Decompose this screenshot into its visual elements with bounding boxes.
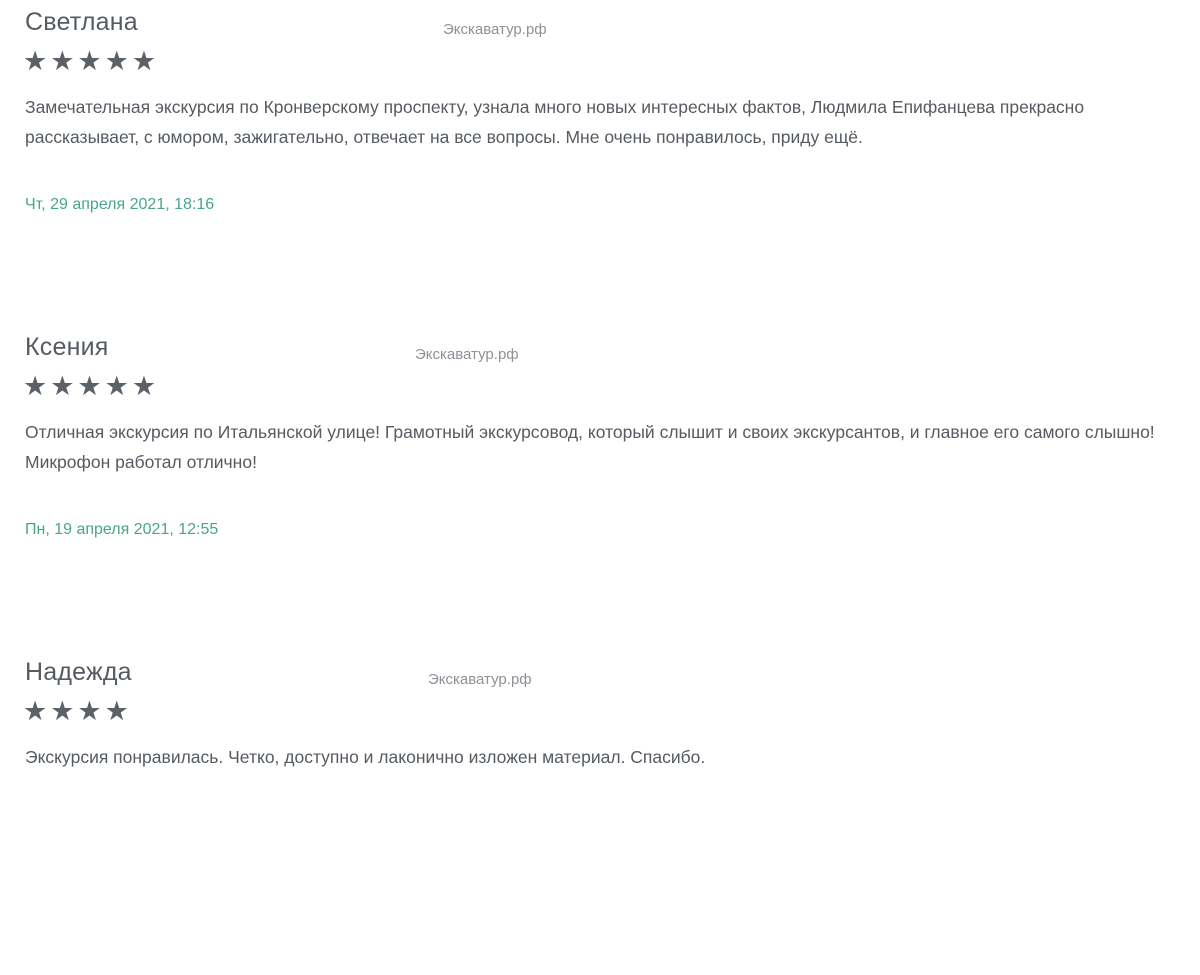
reviewer-name: Ксения (25, 333, 109, 361)
review-card (0, 325, 1200, 650)
review-text: Экскурсия понравилась. Четко, доступно и лаконично изложен материал. Спасибо. (25, 747, 706, 767)
star-rating-icons: ★★★★ (23, 696, 132, 726)
review-card (0, 0, 1200, 325)
review-text: Замечательная экскурсия по Кронверскому проспекту, узнала много новых интересных фактов, Людмила Епифанцева прекрасно рассказывает, с юмором, зажигательно, отвечает на все вопросы. Мне очень понравилось, приду ещё. (25, 97, 1085, 147)
review-card (0, 650, 1200, 975)
star-rating-icons: ★★★★★ (23, 371, 160, 401)
review-source-label: Экскаватур.рф (428, 671, 532, 688)
review-date-link[interactable]: Чт, 29 апреля 2021, 18:16 (25, 196, 215, 213)
review-date-link[interactable]: Пн, 19 апреля 2021, 12:55 (25, 521, 219, 538)
review-source-label: Экскаватур.рф (415, 346, 519, 363)
review-source-label: Экскаватур.рф (443, 21, 547, 38)
reviewer-name: Светлана (25, 8, 138, 36)
review-text: Отличная экскурсия по Итальянской улице! Грамотный экскурсовод, который слышит и своих экскурсантов, и главное его самого слышно! Микрофон работал отлично! (25, 422, 1155, 472)
reviewer-name: Надежда (25, 658, 132, 686)
star-rating-icons: ★★★★★ (23, 46, 160, 76)
